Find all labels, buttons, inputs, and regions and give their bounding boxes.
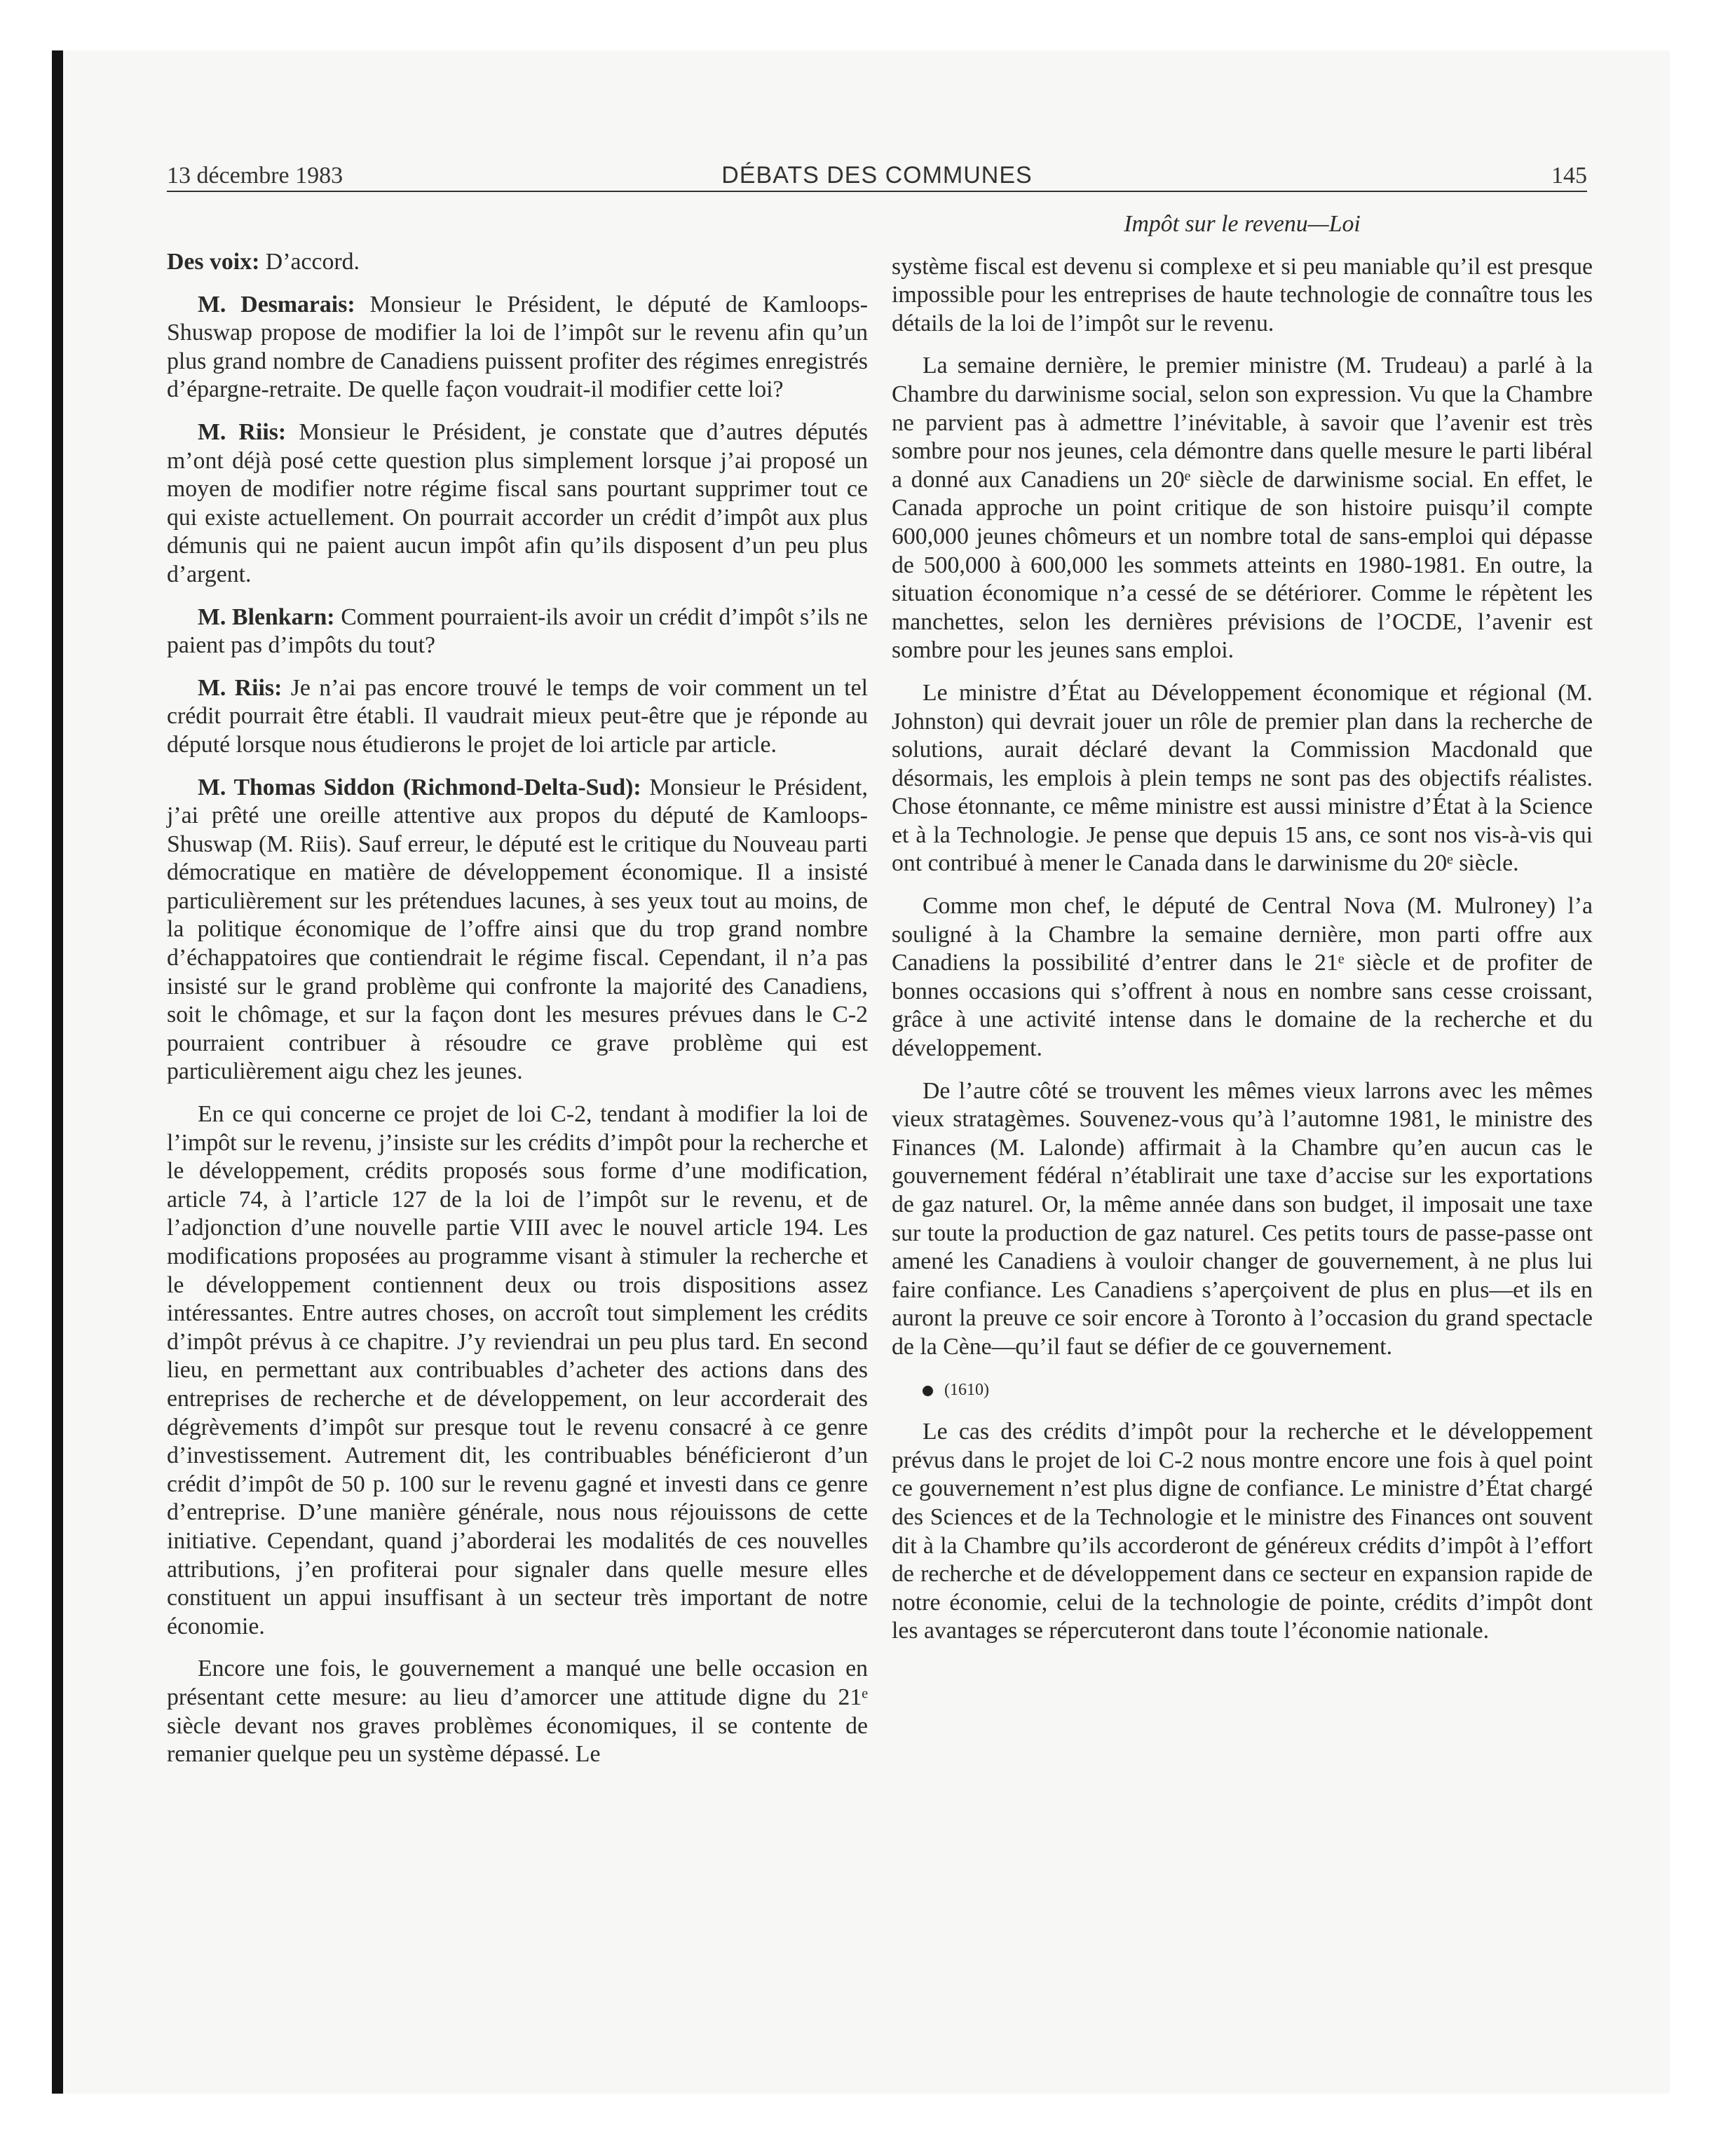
body-paragraph: Le cas des crédits d’impôt pour la recherche et le développement prévus dans le projet de loi C-2 nous montre encore une fois à quel point ce gouvernement n’est plus digne de confiance. Le ministre d’État chargé des Sciences et de la Technologie et le ministre des Finances ont souvent dit à la Chambre qu’ils accorderont de généreux crédits d’impôt à l’effort de recherche et de développement dans ce secteur en expansion rapide de notre économie, celui de la technologie de pointe, crédits d’impôt dont les avantages se répercuteront dans toute l’économie nationale. <box>892 1419 1593 1644</box>
body-paragraph: Le ministre d’État au Développement économique et régional (M. Johnston) qui devrait jouer un rôle de premier plan dans la recherche de solutions, aurait déclaré devant la Commission Macdonald que désormais, les emplois à plein temps ne sont pas des objectifs réalistes. Chose étonnante, ce même ministre est aussi ministre d’État à la Science et à la Technologie. Je pense que depuis 15 ans, ce sont nos vis-à-vis qui ont contribué à mener le Canada dans le darwinisme du 20ᵉ siècle. <box>892 679 1593 877</box>
speech-paragraph <box>167 248 868 277</box>
speaker-name: M. Blenkarn: <box>198 603 335 630</box>
speech-paragraph <box>167 774 868 1087</box>
body-paragraph: Comme mon chef, le député de Central Nova (M. Mulroney) l’a souligné à la Chambre la semaine dernière, mon parti offre aux Canadiens la possibilité d’entrer dans le 21ᵉ siècle et de profiter de bonnes occasions qui s’offrent à nous en nombre sans cesse croissant, grâce à une activité intense dans le domaine de la recherche et du développement. <box>892 893 1593 1062</box>
body-paragraph: système fiscal est devenu si complexe et si peu maniable qu’il est presque impossible pour les entreprises de haute technologie de connaître tous les détails de la loi de l’impôt sur le revenu. <box>892 253 1593 336</box>
scan-edge-bar <box>52 50 63 2094</box>
body-paragraph: De l’autre côté se trouvent les mêmes vieux larrons avec les mêmes vieux stratagèmes. Souvenez-vous qu’à l’automne 1981, le ministre des Finances (M. Lalonde) affirmait à la Chambre qu’en aucun cas le gouvernement fédéral n’établirait une taxe d’accise sur les exportations de gaz naturel. Or, la même année dans son budget, il imposait une taxe sur toute la production de gaz naturel. Ces petits tours de passe-passe ont amené les Canadiens à vouloir changer de gouvernement, à ne plus lui faire confiance. Les Canadiens s’aperçoivent de plus en plus—et ils en auront la preuve ce soir encore à Toronto à l’occasion du grand spectacle de la Cène—qu’il faut se défier de ce gouvernement. <box>892 1077 1593 1360</box>
body-paragraph <box>167 1655 868 1768</box>
speech-text: Monsieur le Président, je constate que d’autres députés m’ont déjà posé cette question plus simplement lorsque j’ai proposé un moyen de modifier notre régime fiscal sans pourtant supprimer tout ce qui existe actuellement. On pourrait accorder un crédit d’impôt aux plus démunis qui ne paient aucun impôt afin qu’ils disposent d’un peu plus d’argent. <box>167 418 868 587</box>
page-header <box>167 158 1587 192</box>
speaker-name: M. Riis: <box>198 418 287 445</box>
speech-paragraph <box>167 674 868 760</box>
header-title: DÉBATS DES COMMUNES <box>721 162 1033 189</box>
paragraph-text: En ce qui concerne ce projet de loi C-2, tendant à modifier la loi de l’impôt sur le revenu, j’insiste sur les crédits d’impôt pour la recherche et le développement, crédits proposés sous forme d’une modification, article 74, à l’article 127 de la loi de l’impôt sur le revenu, et de l’adjonction d’une nouvelle partie VIII avec le nouvel article 194. Les modifications proposées au programme visant à stimuler la recherche et le développement contiennent deux ou trois dispositions assez intéressantes. Entre autres choses, on accroît tout simplement les crédits d’impôt prévus à ce chapitre. J’y reviendrai un peu plus tard. En second lieu, en permettant aux contribuables d’acheter des actions dans des entreprises de recherche et de développement, on leur accorderait des dégrèvements d’impôt sur presque tout le revenu consacré à ce genre d’investissement. Autrement dit, les contribuables bénéficieront d’un crédit d’impôt de 50 p. 100 sur le revenu gagné et investi dans ce genre d’entreprise. D’une manière générale, nous nous réjouissons de cette initiative. Cependant, quand j’aborderai les modalités de ces nouvelles attributions, j’en profiterai pour signaler dans quelle mesure elles constituent un appui insuffisant à un secteur très important de notre économie. <box>167 1101 868 1639</box>
bullet-icon <box>923 1386 933 1396</box>
speech-paragraph <box>167 418 868 589</box>
time-marker-text: (1610) <box>944 1380 989 1399</box>
left-column <box>167 210 868 1783</box>
speaker-name: M. Riis: <box>198 674 283 701</box>
subject-heading: Impôt sur le revenu—Loi <box>1124 211 1361 237</box>
speech-text: Monsieur le Président, le député de Kamloops-Shuswap propose de modifier la loi de l’impôt sur le revenu afin qu’un plus grand nombre de Canadiens puissent profiter des régimes enregistrés d’épargne-retraite. De quelle façon voudrait-il modifier cette loi? <box>167 291 868 403</box>
speech-text: D’accord. <box>259 249 360 275</box>
speech-paragraph <box>167 291 868 404</box>
body-paragraph <box>167 1100 868 1641</box>
paragraph-text: Encore une fois, le gouvernement a manqué une belle occasion en présentant cette mesure: au lieu d’amorcer une attitude digne du 21ᵉ siècle devant nos graves problèmes économiques, il se contente de remanier quelque peu un système dépassé. Le <box>167 1656 868 1768</box>
speaker-name: M. Thomas Siddon (Richmond-Delta-Sud): <box>198 774 641 800</box>
header-date: 13 décembre 1983 <box>167 163 343 189</box>
speaker-name: M. Desmarais: <box>198 291 355 318</box>
right-column <box>892 210 1593 1660</box>
page-number: 145 <box>1551 163 1587 189</box>
speaker-name: Des voix: <box>167 249 260 275</box>
speech-text: Comment pourraient-ils avoir un crédit d’impôt s’ils ne paient pas d’impôts du tout? <box>167 603 868 659</box>
speech-paragraph <box>167 603 868 660</box>
body-paragraph: La semaine dernière, le premier ministre (M. Trudeau) a parlé à la Chambre du darwinisme social, selon son expression. Vu que la Chambre ne parvient pas à admettre l’inévitable, à savoir que l’avenir est très sombre pour nos jeunes, cela démontre dans quelle mesure le parti libéral a donné aux Canadiens un 20ᵉ siècle de darwinisme social. En effet, le Canada approche un point critique de son histoire puisqu’il compte 600,000 jeunes chômeurs et un nombre total de sans-emploi qui dépasse de 500,000 à 600,000 les sommets atteints en 1980-1981. En outre, la situation économique n’a cessé de se détériorer. Comme le répètent les manchettes, selon les dernières prévisions de l’OCDE, l’avenir est sombre pour les jeunes sans emploi. <box>892 353 1593 664</box>
speech-text: Je n’ai pas encore trouvé le temps de voir comment un tel crédit pourrait être établi. Il vaudrait mieux peut-être que je réponde au député lorsque nous étudierons le projet de loi article par article. <box>167 674 868 758</box>
speech-text: Monsieur le Président, j’ai prêté une oreille attentive aux propos du député de Kamloops-Shuswap (M. Riis). Sauf erreur, le député est le critique du Nouveau parti démocratique en matière de développement économique. Il a insisté particulièrement sur les prétendues lacunes, à ses yeux tout au moins, de la politique économique de l’offre ainsi que du trop grand nombre d’échappatoires que contiendrait le régime fiscal. Cependant, il n’a pas insisté sur le grand problème qui confronte la majorité des Canadiens, soit le chômage, et sur la façon dont les mesures prévues dans le C-2 pourraient contribuer à résoudre ce grave problème qui est particulièrement aigu chez les jeunes. <box>167 774 868 1085</box>
time-marker <box>892 1376 1593 1405</box>
